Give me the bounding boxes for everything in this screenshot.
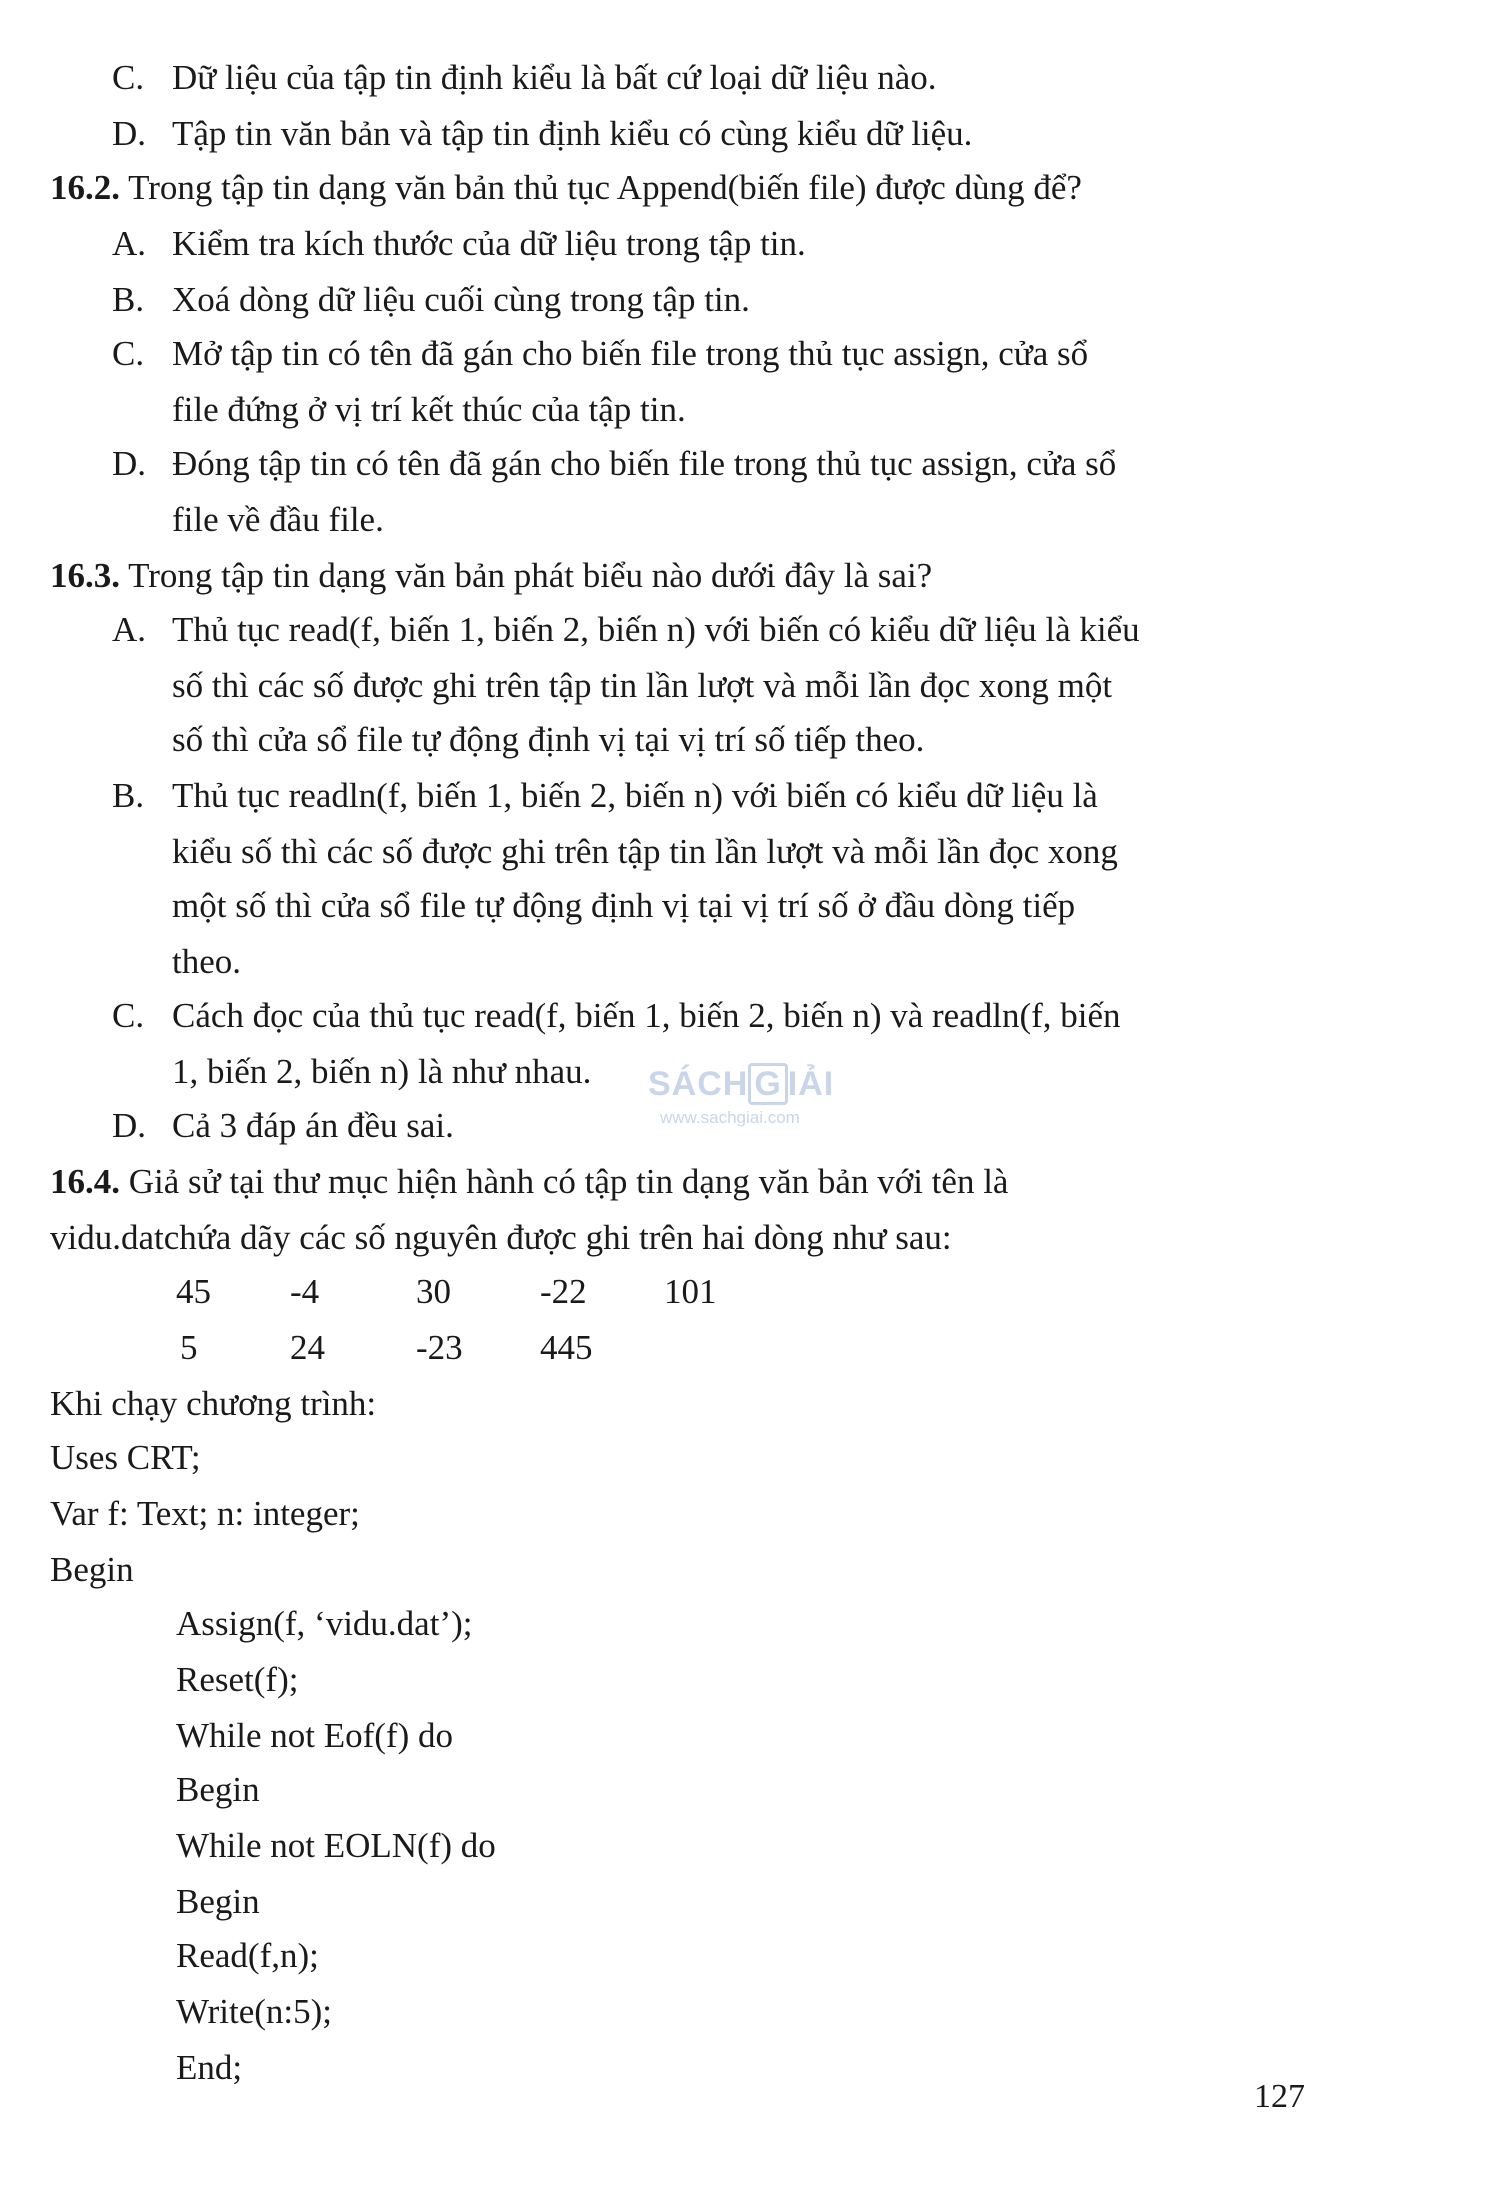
number-cell: 45 [176, 1272, 211, 1311]
code-line: Reset(f); [176, 1660, 299, 1699]
code-line: Read(f,n); [176, 1936, 319, 1975]
code-line: Write(n:5); [176, 1992, 333, 2031]
option-text-line: Thủ tục readln(f, biến 1, biến 2, biến n) với biến có kiểu dữ liệu là [172, 776, 1098, 815]
question-text: Trong tập tin dạng văn bản phát biểu nào dưới đây là sai? [128, 556, 933, 595]
option-letter: A. [112, 224, 147, 263]
option-letter: C. [112, 996, 145, 1035]
q16-2-option-c [112, 332, 1088, 376]
q16-2-stem [50, 166, 1082, 210]
number-cell: 24 [290, 1328, 325, 1367]
option-letter: D. [112, 114, 147, 153]
option-continuation: theo. [172, 942, 242, 981]
number-cell: 5 [180, 1328, 198, 1367]
q16-1-option-d [112, 112, 972, 156]
option-letter: C. [112, 58, 145, 97]
option-text: Tập tin văn bản và tập tin định kiểu có cùng kiểu dữ liệu. [172, 114, 973, 153]
number-cell: 101 [664, 1272, 717, 1311]
q16-3-option-b [112, 774, 1098, 818]
option-letter: B. [112, 776, 145, 815]
option-text-line: Thủ tục read(f, biến 1, biến 2, biến n) với biến có kiểu dữ liệu là kiểu [172, 610, 1140, 649]
option-text: Xoá dòng dữ liệu cuối cùng trong tập tin. [172, 280, 750, 319]
option-continuation: 1, biến 2, biến n) là như nhau. [172, 1052, 592, 1091]
q16-2-option-d [112, 442, 1116, 486]
code-line: Assign(f, ‘vidu.dat’); [176, 1604, 473, 1643]
option-letter: D. [112, 1106, 147, 1145]
watermark-brand [648, 1062, 834, 1106]
option-continuation: file về đầu file. [172, 500, 384, 539]
code-line: While not EOLN(f) do [176, 1826, 496, 1865]
option-letter: B. [112, 280, 145, 319]
watermark-url: www.sachgiai.com [660, 1108, 800, 1127]
option-letter: D. [112, 444, 147, 483]
q16-3-option-a [112, 608, 1140, 652]
question-number: 16.3. [50, 556, 120, 595]
page-number: 127 [1254, 2078, 1305, 2115]
code-line: Begin [176, 1882, 260, 1921]
option-continuation: một số thì cửa sổ file tự động định vị tại vị trí số ở đầu dòng tiếp [172, 886, 1076, 925]
option-text: Dữ liệu của tập tin định kiểu là bất cứ loại dữ liệu nào. [172, 58, 937, 97]
code-line: Begin [176, 1770, 260, 1809]
option-text: Cả 3 đáp án đều sai. [172, 1106, 454, 1145]
option-text: Kiểm tra kích thước của dữ liệu trong tập tin. [172, 224, 806, 263]
number-cell: -4 [290, 1272, 320, 1311]
q16-2-option-a [112, 222, 806, 266]
question-number: 16.2. [50, 168, 120, 207]
question-text-continuation: vidu.datchứa dãy các số nguyên được ghi trên hai dòng như sau: [50, 1218, 952, 1257]
option-letter: C. [112, 334, 145, 373]
q16-4-stem [50, 1160, 1008, 1204]
q16-2-option-b [112, 278, 750, 322]
q16-3-stem [50, 554, 932, 598]
q16-1-option-c [112, 56, 936, 100]
sachgiai-watermark-logo [648, 1062, 862, 1150]
code-line: Begin [50, 1550, 134, 1589]
code-line: Uses CRT; [50, 1438, 201, 1477]
option-letter: A. [112, 610, 147, 649]
question-text: Giả sử tại thư mục hiện hành có tập tin dạng văn bản với tên là [128, 1162, 1009, 1201]
option-continuation: kiểu số thì các số được ghi trên tập tin lần lượt và mỗi lần đọc xong [172, 832, 1118, 871]
option-text-line: Cách đọc của thủ tục read(f, biến 1, biến 2, biến n) và readln(f, biến [172, 996, 1121, 1035]
option-continuation: file đứng ở vị trí kết thúc của tập tin. [172, 390, 686, 429]
code-line: While not Eof(f) do [176, 1716, 453, 1755]
option-continuation: số thì các số được ghi trên tập tin lần lượt và mỗi lần đọc xong một [172, 666, 1113, 705]
question-text: Trong tập tin dạng văn bản thủ tục Append(biến file) được dùng để? [128, 168, 1082, 207]
question-number: 16.4. [50, 1162, 120, 1201]
code-line: Var f: Text; n: integer; [50, 1494, 360, 1533]
watermark-brand-left: SÁCH [648, 1065, 749, 1103]
number-cell: -23 [416, 1328, 463, 1367]
watermark-brand-right: IẢI [787, 1065, 835, 1103]
q16-3-option-c [112, 994, 1121, 1038]
number-cell: 30 [416, 1272, 451, 1311]
run-label: Khi chạy chương trình: [50, 1384, 377, 1423]
number-cell: 445 [540, 1328, 593, 1367]
code-line: End; [176, 2048, 243, 2087]
q16-3-option-d [112, 1104, 454, 1148]
option-text-line: Đóng tập tin có tên đã gán cho biến file trong thủ tục assign, cửa sổ [172, 444, 1117, 483]
watermark-brand-box: G [748, 1063, 787, 1105]
option-text-line: Mở tập tin có tên đã gán cho biến file trong thủ tục assign, cửa sổ [172, 334, 1089, 373]
number-cell: -22 [540, 1272, 587, 1311]
option-continuation: số thì cửa sổ file tự động định vị tại vị trí số tiếp theo. [172, 720, 925, 759]
